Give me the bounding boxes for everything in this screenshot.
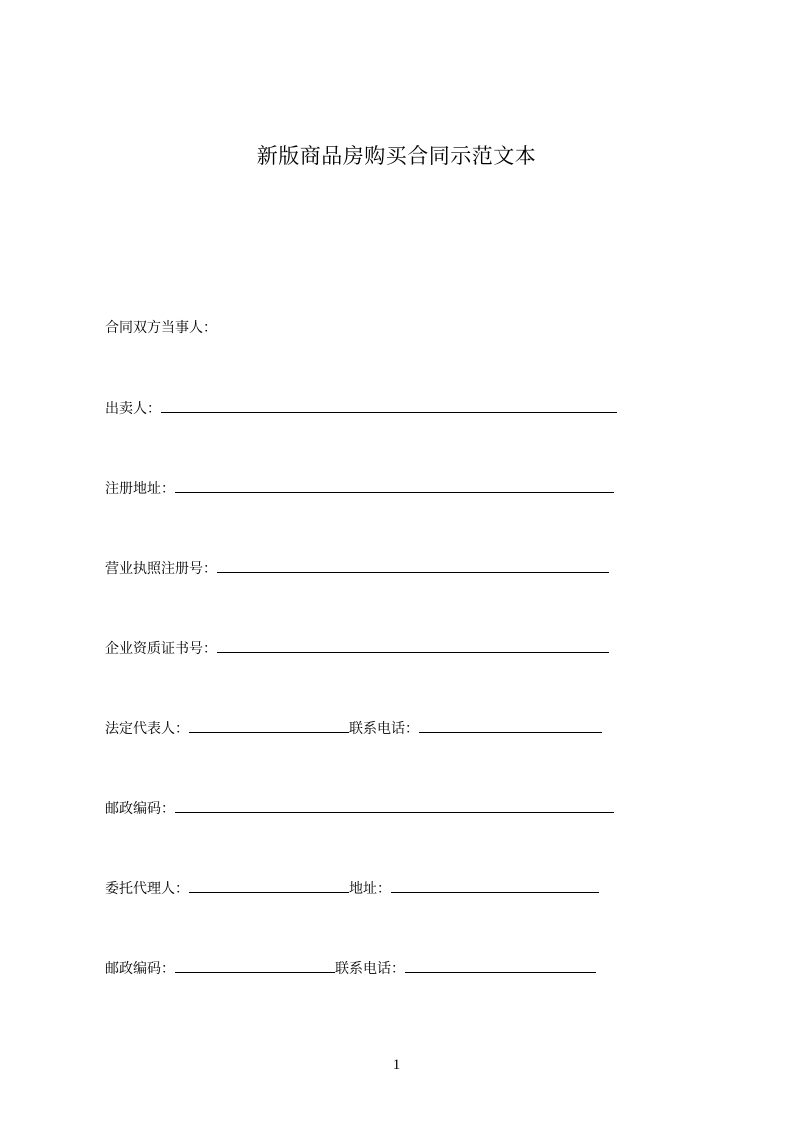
- registered-address-row: [105, 478, 614, 499]
- legal-representative-blank[interactable]: [189, 718, 349, 733]
- phone-label-2: 联系电话：: [335, 961, 405, 977]
- postcode-row-1: [105, 798, 614, 819]
- postcode-blank-1[interactable]: [175, 798, 614, 813]
- postcode-label-2: 邮政编码：: [105, 961, 175, 977]
- parties-heading: [105, 318, 217, 338]
- agent-address-label: 地址：: [349, 881, 391, 897]
- business-license-row: [105, 558, 609, 579]
- agent-address-blank[interactable]: [391, 878, 599, 893]
- postcode-label-1: 邮政编码：: [105, 801, 175, 817]
- agent-label: 委托代理人：: [105, 881, 189, 897]
- legal-representative-row: [105, 718, 602, 739]
- business-license-label: 营业执照注册号：: [105, 561, 217, 577]
- qualification-row: [105, 638, 609, 659]
- agent-row: [105, 878, 599, 899]
- seller-blank[interactable]: [161, 398, 617, 413]
- seller-row: [105, 398, 617, 419]
- phone-label-1: 联系电话：: [349, 721, 419, 737]
- document-title: 新版商品房购买合同示范文本: [256, 144, 537, 168]
- registered-address-label: 注册地址：: [105, 481, 175, 497]
- postcode-row-2: [105, 958, 596, 979]
- qualification-blank[interactable]: [217, 638, 609, 653]
- parties-heading-label: 合同双方当事人：: [105, 320, 217, 336]
- postcode-blank-2[interactable]: [175, 958, 335, 973]
- business-license-blank[interactable]: [217, 558, 609, 573]
- phone-blank-1[interactable]: [419, 718, 602, 733]
- registered-address-blank[interactable]: [175, 478, 614, 493]
- phone-blank-2[interactable]: [405, 958, 596, 973]
- seller-label: 出卖人：: [105, 401, 161, 417]
- qualification-label: 企业资质证书号：: [105, 641, 217, 657]
- agent-blank[interactable]: [189, 878, 349, 893]
- page-number: 1: [392, 1057, 401, 1073]
- legal-representative-label: 法定代表人：: [105, 721, 189, 737]
